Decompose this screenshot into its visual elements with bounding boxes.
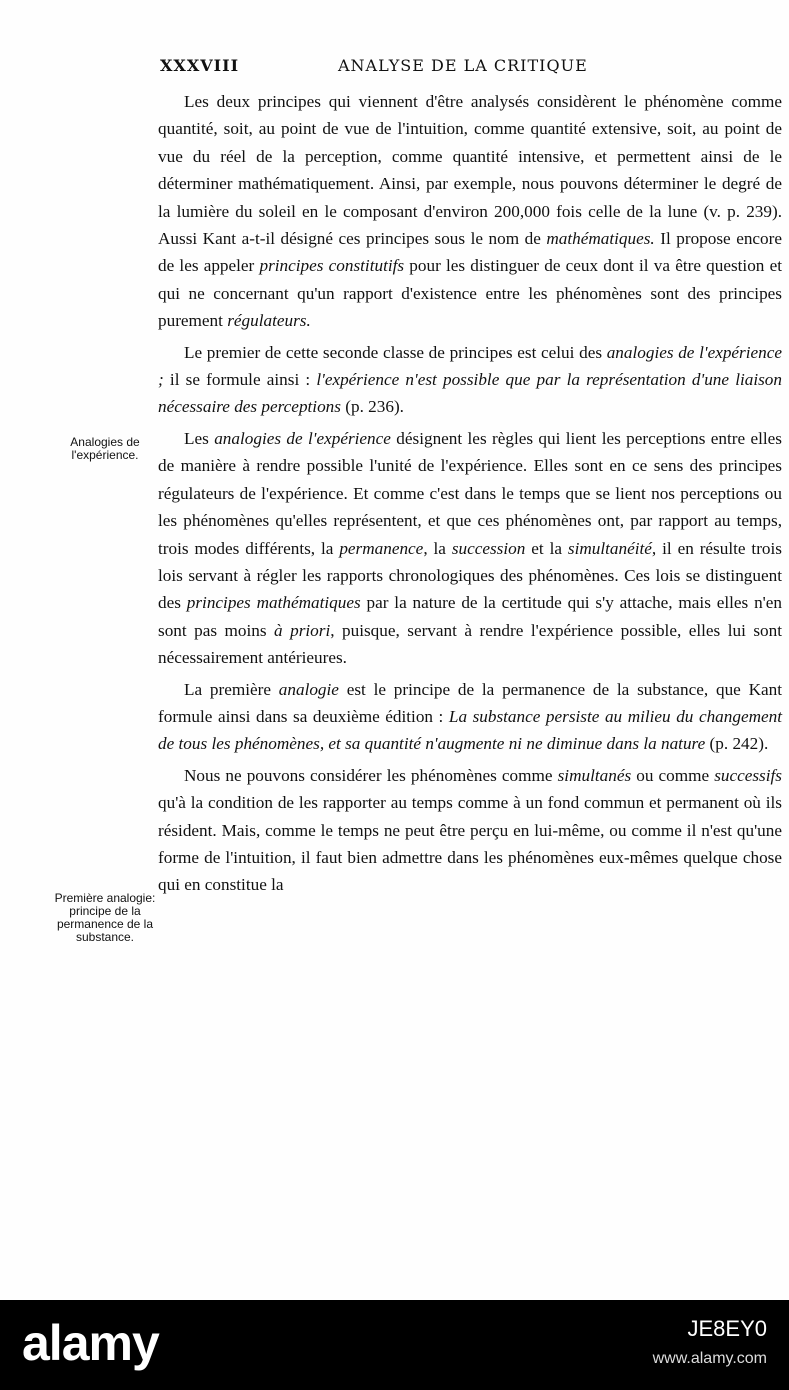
watermark-banner bbox=[0, 1300, 789, 1390]
margin-note-analogies: Analogies de l'expérience. bbox=[70, 435, 140, 462]
paragraph: Nous ne pouvons considérer les phénomènes comme simultanés ou comme successifs qu'à la condition de les rapporter au temps comme à un fond commun et permanent où ils résident. Mais, comme le temps ne peut être perçu en lui-même, ou comme il n'est qu'une forme de l'intuition, il faut bien admettre dans les phénomènes eux-mêmes quelque chose qui en constitue la bbox=[158, 765, 782, 895]
image-id: JE8EY0 bbox=[687, 1316, 767, 1341]
paragraph: Les analogies de l'expérience désignent les règles qui lient les perceptions entre elles de manière à rendre possible l'unité de l'expérience. Elles sont en ce sens des principes régulateurs de l'expérience. Et comme c'est dans le temps que se lient nos perceptions ou les phénomènes qu'elles représentent, et que ces phénomènes ont, par rapport au temps, trois modes différents, la permanence, la succession et la simultanéité, il en résulte trois lois servant à régler les rapports chronologiques des phénomènes. Ces lois se distinguent des principes mathématiques par la nature de la certitude qui s'y attache, mais elles n'en sont pas moins à priori, puisque, servant à rendre l'expérience possible, elles lui sont nécessairement antérieures. bbox=[158, 428, 782, 668]
page-number: XXXVIII bbox=[160, 56, 240, 75]
margin-note-premiere-analogie: Première analogie: principe de la permanence de la substance. bbox=[54, 891, 156, 944]
alamy-logo: alamy bbox=[22, 1315, 159, 1371]
running-title: ANALYSE DE LA CRITIQUE bbox=[338, 56, 588, 75]
paragraph: La première analogie est le principe de la permanence de la substance, que Kant formule ainsi dans sa deuxième édition : La substance persiste au milieu du changement de tous les phénomènes, et sa quantité n'augmente ni ne diminue dans la nature (p. 242). bbox=[158, 679, 783, 754]
paragraph: Les deux principes qui viennent d'être analysés considèrent le phénomène comme quantité, soit, au point de vue de l'intuition, comme quantité extensive, soit, au point de vue du réel de la perception, comme quantité intensive, et permettent ainsi de le déterminer mathématiquement. Ainsi, par exemple, nous pouvons déterminer le degré de la lumière du soleil en le composant d'environ 200,000 fois celle de la lune (v. p. 239). Aussi Kant a-t-il désigné ces principes sous le nom de mathématiques. Il propose encore de les appeler principes constitutifs pour les distinguer de ceux dont il va être question et qui ne concernant qu'un rapport d'existence entre les phénomènes sont des principes purement régulateurs. bbox=[158, 92, 783, 331]
paragraph: Le premier de cette seconde classe de principes est celui des analogies de l'expérience ; il se formule ainsi : l'expérience n'est possible que par la représentation d'une liaison nécessaire des perceptions (p. 236). bbox=[158, 342, 782, 417]
site-url: www.alamy.com bbox=[652, 1350, 767, 1367]
body-text bbox=[158, 88, 782, 899]
